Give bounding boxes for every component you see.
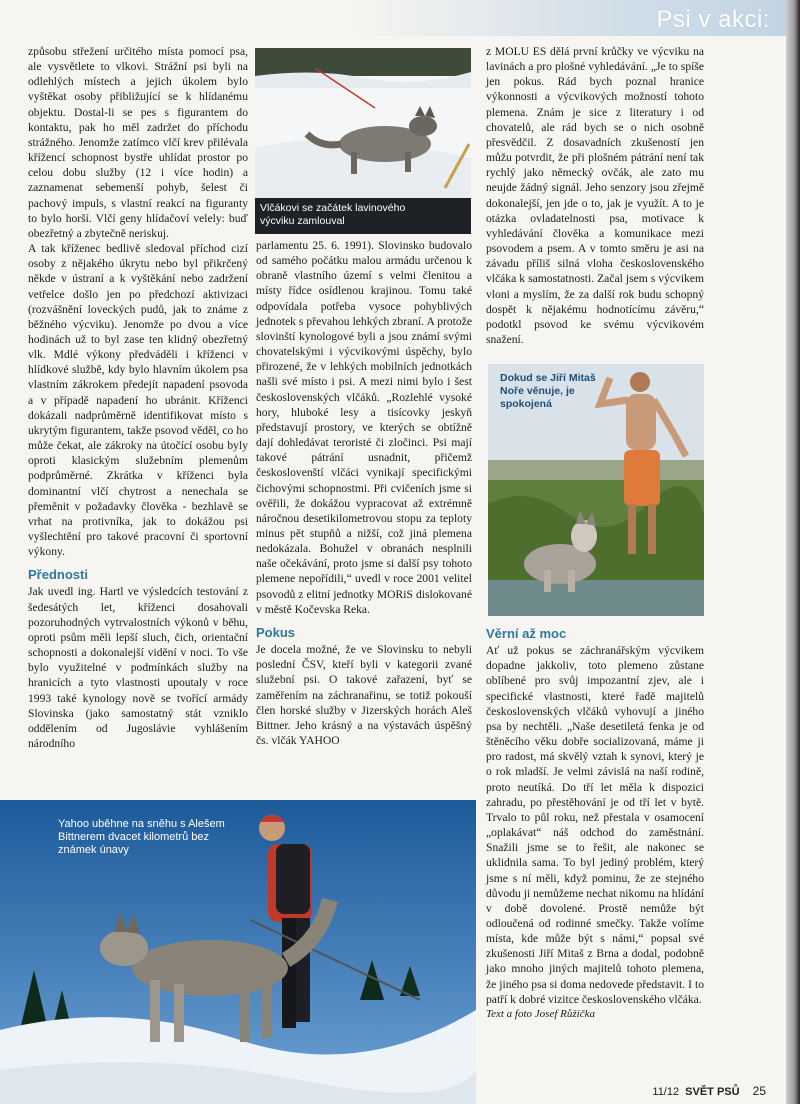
column-3-continued [486, 624, 704, 1022]
paragraph: způsobu střežení určitého místa pomocí psa, ale vysvětlete to vlkovi. Strážní psi byli na odlehlých místech a jejich úkolem bylo vyštěkat osoby přibližující se k hlídanému objektu. Dostal-li se pes s figurantem do kontaktu, pak ho měl zadržet do příchodu strážného. Jenomže zatímco vlčí krev přilévala křížencí schopnost bystře uhlídat prostor po celou dobu služby (12 i více hodin) a zaznamenat sebemenší pohyb, šelest či pachový impuls, s vlastní reakcí na figuranty to bylo horší. Vlčí geny hlídačoví velely: buď obezřetný a zbytečně neriskuj. [28, 45, 248, 240]
section-heading: Věrní až moc [486, 626, 567, 641]
paragraph: Jak uvedl ing. Hartl ve výsledcích testování z šedesátých let, kříženci dosahovali pozoruhodných vytrvalostních výkonů v běhu, oproti psům měli lepší sluch, čich, orientační schopnosti a dokonalejší vidění v noci. To vše bylo využitelné v podmínkách služby na hranicích a tyto vlastnosti upoutaly v roce 1993 také kynology nově se tvořící armády Slovinska (jako samostatný stát vzniklo oddělením od Jugoslávie vyhlášením národního [28, 585, 248, 751]
magazine-name: SVĚT PSŮ [685, 1086, 740, 1098]
photo-caption: Yahoo uběhne na sněhu s Alešem Bittnerem dvacet kilometrů bez známek únavy [58, 818, 225, 856]
issue-number: 11/12 [652, 1086, 680, 1098]
paragraph: Je docela možné, že ve Slovinsku to nebyli poslední ČSV, kteří byli v kategorii zvané služební psi. O takové zařazení, byť se zaměřením na záchranařinu, se totiž pokouší člen horské služby v Jizerských horách Aleš Bittner. Jeho krásný a na výstavách úspěšný čs. vlčák YAHOO [256, 643, 472, 747]
photo-caption: Dokud se Jiří Mitaš Noře věnuje, je spokojená [500, 372, 596, 410]
paragraph: A tak kříženec bedlivě sledoval příchod cizí osoby z nějakého úkrytu nebo byl přikrčený někde v ústraní a k vyštěkání nebo zadržení vetřelce došlo jen po předchozí aktivizaci (rozvášnění loveckých pudů, jak to známe z běžného výcviku). Jenomže po dvou a více hodinách už to byl zase ten klidný obezřetný vlk. Mdlé výkony předváděli i kříženci v hlídkové službě, kdy bylo hlavním úkolem psa vlastním zákrokem předejít napadení psovoda a v případě napadení ho ubránit. Kříženci dokázali nadprůměrně identifikovat místo s ukrytým figurantem, takže psovod věděl, co ho může čekat, ale zákroky na útočící osobu byly oproti klasickým služebním plemenům podprůměrné. Zkrátka v kříženci byla dominantní vlčí chytrost a nenechala se přeměnit v požadavky člověka - bezhlavě se vrhat na protivníka, jak to dokážou psi vyšlechtění pro takové pracovní či sportovní výkony. [28, 242, 248, 559]
paragraph: parlamentu 25. 6. 1991). Slovinsko budovalo od samého počátku malou armádu určenou k obraně vlastního území s velmi členitou a místy řídce osídlenou krajinou. Tomu také odpovídala potřeba vysoce pohyblivých jednotek s převahou lehkých zbraní. A protože slovinští kynologové byli a jsou známí svými chovatelskými i výcvikovými úspěchy, bylo přirozené, že v lehkých mobilních jednotkách našli své místo i psi. A mezi nimi bylo i šest československých vlčáků. „Rozlehlé vysoké hory, hluboké lesy a tisícovky jeskyň představují prostory, ve kterých se obtížně dají dohledávat teroristé či zločinci. Psi mají takové pátrání usnadnit, přičemž českoslovenští vlčáci vynikají specifickými čichovými schopnostmi. Při cvičeních jsme si ověřili, že dokážou vypracovat až extrémně náročnou desetikilometrovou stopu za teploty minus pět stupňů a nižší, což jiná plemena nedokázala. Bohužel v obranách nesplnili naše očekávání, proto jsme si další psy tohoto plemene nepořídili,“ uvedl v roce 2001 velitel psovodů z elitní jednotky MORiS dislokované v městě Kočevska Reka. [256, 239, 472, 616]
column-1 [28, 44, 248, 751]
paragraph: Ať už pokus se záchranářským výcvikem dopadne jakkoliv, toto plemeno zůstane oblíbené pro svůj impozantní zjev, ale i specifické vlastnosti, které řadě majitelů československých vlčáků vyhovují a jiného psa by nechtěli. „Naše desetiletá fenka je od štěněcího věku dobře socializovaná, máme ji pro radost, má skvělý vztah k synovi, který je o rok mladší. Je velmi závislá na naší rodině, proto neutíká. Do tří let měla k dispozici zahradu, po přestěhování je od tří let v bytě. Trvalo to půl roku, než přestala v osamocení „oplakávat“ náš odchod do zaměstnání. Snažili jsme se to řešit, ale nakonec se uklidnila sama. To byl jediný problém, který jsme s ní měli, když pominu, že ze stejného důvodu ji nemůžeme nechat nikomu na hlídání v době dovolené. Prostě nemůže být odloučená od rodinné smečky. Takže volíme místa, kde může být s námi,“ popsal své zkušenosti Jiří Mitaš z Brna a dodal, podobně jako mnoho jiných majitelů tohoto plemena, že jiného psa si doma nedovede představit. I to patří k dobré vizitce československého vlčáka. [486, 644, 704, 1006]
section-heading: Přednosti [28, 567, 88, 583]
column-2 [256, 238, 472, 748]
section-heading: Pokus [256, 624, 296, 640]
paragraph: z MOLU ES dělá první krůčky ve výcviku na lavinách a pro plošné vyhledávání. „Je to spíše jen pokus. Rád bych poznal hranice výkonnosti a výcvikových možností tohoto plemena. Znám je sice z literatury i od chovatelů, ale rád bych se o nich osobně přesvědčil. Z dosavadních zkušeností jen můžu potvrdit, že při plošném pátrání není tak rychlý jako německý ovčák, ale zato mu neujde žádný signál. Jeho senzory jsou zřejmě dokonalejší, jen jde o to, jak je využít. A to je otázka ovladatelnosti psa, motivace k vyhledávání člověka a komunikace mezi psovodem a psem. A v tomto směru je asi na závadu příliš silná vloha československého vlčáka k samostatnosti. Začal jsem s výcvikem vloni a myslím, že za další rok budu schopný dospět k nějakému hodnotícímu závěru,“ podotkl psovod ke svému výcvikovém snažení. [486, 45, 704, 346]
photo-caption: Vlčákovi se začátek lavinového výcviku zamlouval [260, 202, 406, 227]
page-footer [652, 1084, 766, 1098]
section-label: Psi v akci: [656, 6, 770, 33]
column-3 [486, 44, 704, 347]
page-edge [786, 0, 800, 1104]
page-number: 25 [752, 1084, 766, 1098]
photo-credit: Text a foto Josef Růžička [486, 1007, 595, 1020]
